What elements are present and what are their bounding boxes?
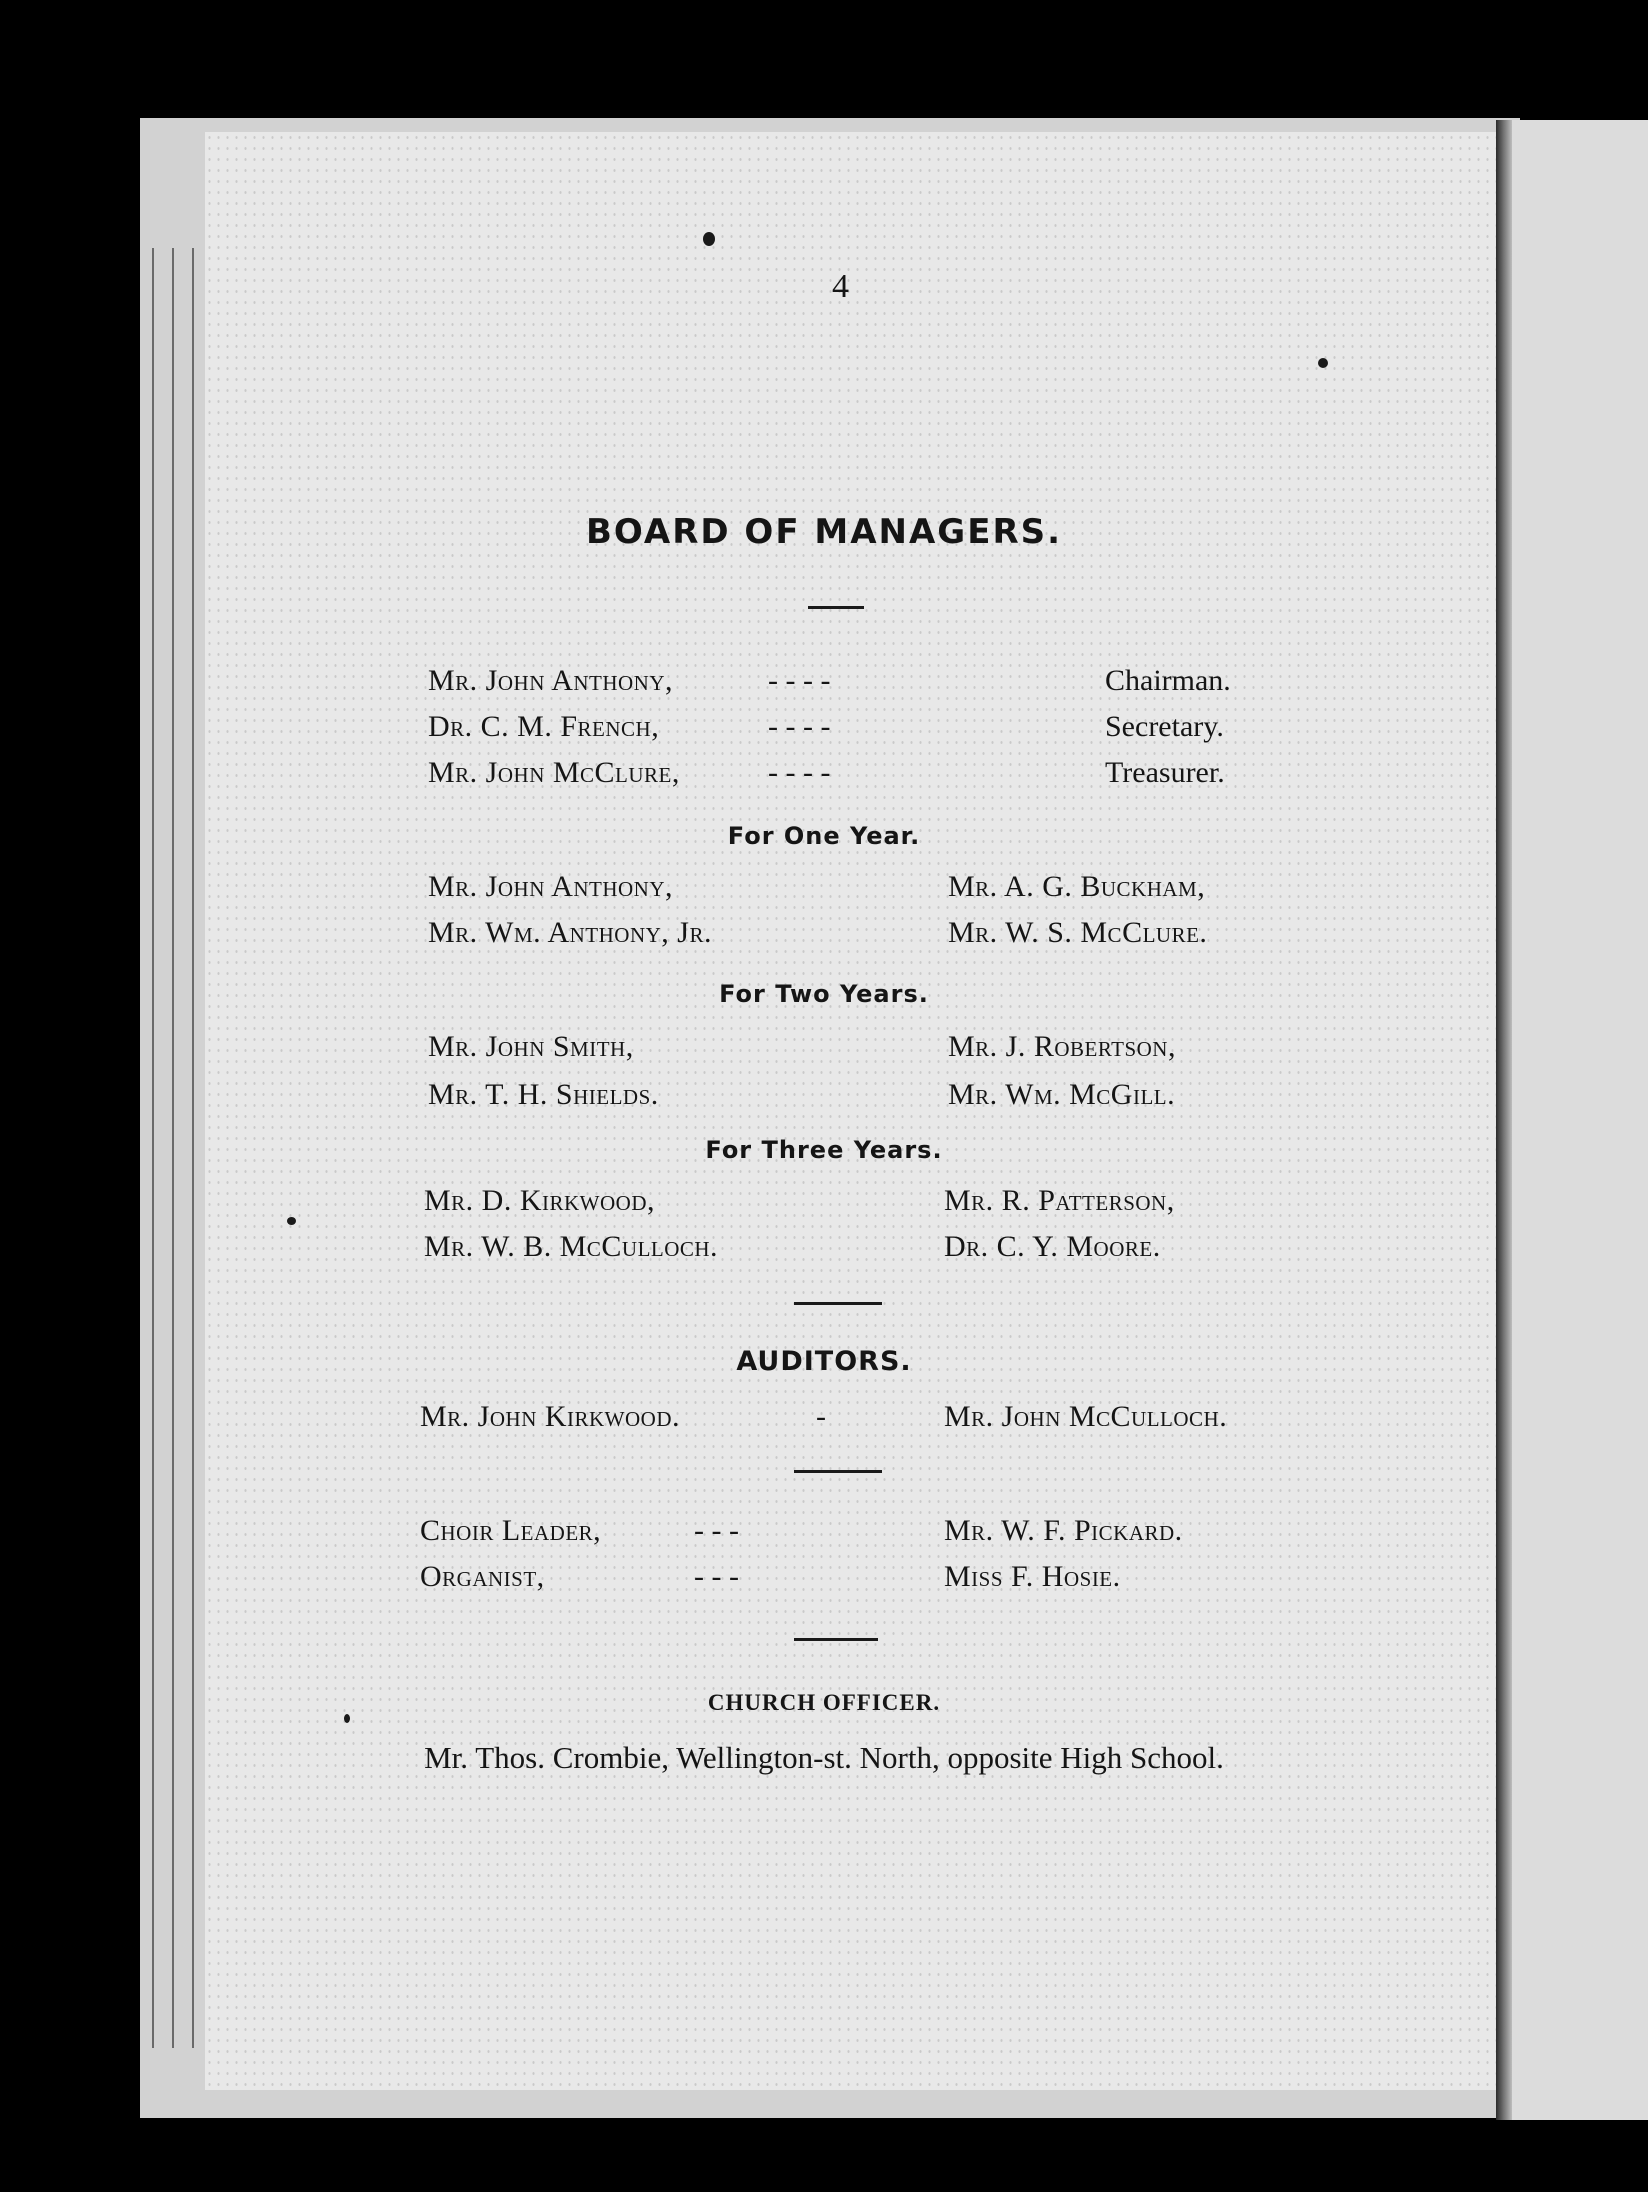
divider-rule bbox=[794, 1302, 882, 1305]
leader-dashes: - - - bbox=[694, 1514, 739, 1547]
manager-name: Mr. A. G. Buckham, bbox=[948, 870, 1206, 903]
officer-name: Mr. John McClure, bbox=[428, 756, 680, 789]
manager-name: Mr. John Anthony, bbox=[428, 870, 674, 903]
officer-role: Chairman. bbox=[1105, 664, 1231, 697]
music-role-name: Mr. W. F. Pickard. bbox=[944, 1514, 1183, 1547]
leader-dashes: - - - bbox=[694, 1560, 739, 1593]
manager-name: Mr. R. Patterson, bbox=[944, 1184, 1175, 1217]
auditor-name: Mr. John Kirkwood. bbox=[420, 1400, 681, 1433]
manager-name: Mr. Wm. Anthony, Jr. bbox=[428, 916, 712, 949]
term-heading: For Two Years. bbox=[719, 980, 929, 1008]
book-spine bbox=[1496, 120, 1512, 2120]
manager-name: Mr. J. Robertson, bbox=[948, 1030, 1176, 1063]
facing-page bbox=[1500, 120, 1648, 2120]
manager-name: Mr. T. H. Shields. bbox=[428, 1078, 659, 1111]
church-officer-line: Mr. Thos. Crombie, Wellington-st. North, opposite High School. bbox=[424, 1740, 1224, 1775]
leader-dashes: - - - - bbox=[768, 710, 831, 743]
manager-name: Mr. D. Kirkwood, bbox=[424, 1184, 655, 1217]
term-heading: For Three Years. bbox=[705, 1136, 943, 1164]
manager-name: Dr. C. Y. Moore. bbox=[944, 1230, 1161, 1263]
ink-speck bbox=[1318, 358, 1328, 368]
manager-name: Mr. W. B. McCulloch. bbox=[424, 1230, 719, 1263]
music-role-label: Organist, bbox=[420, 1560, 545, 1593]
manager-name: Mr. W. S. McClure. bbox=[948, 916, 1208, 949]
ink-speck bbox=[287, 1217, 296, 1225]
page-number: 4 bbox=[832, 268, 849, 305]
ink-speck bbox=[703, 232, 715, 246]
divider-rule bbox=[794, 1470, 882, 1473]
leader-dashes: - - - - bbox=[768, 664, 831, 697]
auditor-name: Mr. John McCulloch. bbox=[944, 1400, 1228, 1433]
officer-name: Mr. John Anthony, bbox=[428, 664, 674, 697]
officer-name: Dr. C. M. French, bbox=[428, 710, 660, 743]
leader-dashes: - bbox=[816, 1400, 826, 1433]
officer-role: Treasurer. bbox=[1105, 756, 1225, 789]
divider-rule bbox=[808, 606, 864, 609]
term-heading: For One Year. bbox=[727, 822, 921, 850]
church-officer-heading: CHURCH OFFICER. bbox=[707, 1690, 941, 1715]
divider-rule bbox=[794, 1638, 878, 1641]
officer-role: Secretary. bbox=[1105, 710, 1224, 743]
music-role-name: Miss F. Hosie. bbox=[944, 1560, 1121, 1593]
manager-name: Mr. John Smith, bbox=[428, 1030, 634, 1063]
board-title: BOARD OF MANAGERS. bbox=[585, 512, 1063, 552]
music-role-label: Choir Leader, bbox=[420, 1514, 602, 1547]
manager-name: Mr. Wm. McGill. bbox=[948, 1078, 1176, 1111]
leader-dashes: - - - - bbox=[768, 756, 831, 789]
document-page bbox=[205, 132, 1502, 2090]
auditors-heading: AUDITORS. bbox=[736, 1346, 912, 1377]
